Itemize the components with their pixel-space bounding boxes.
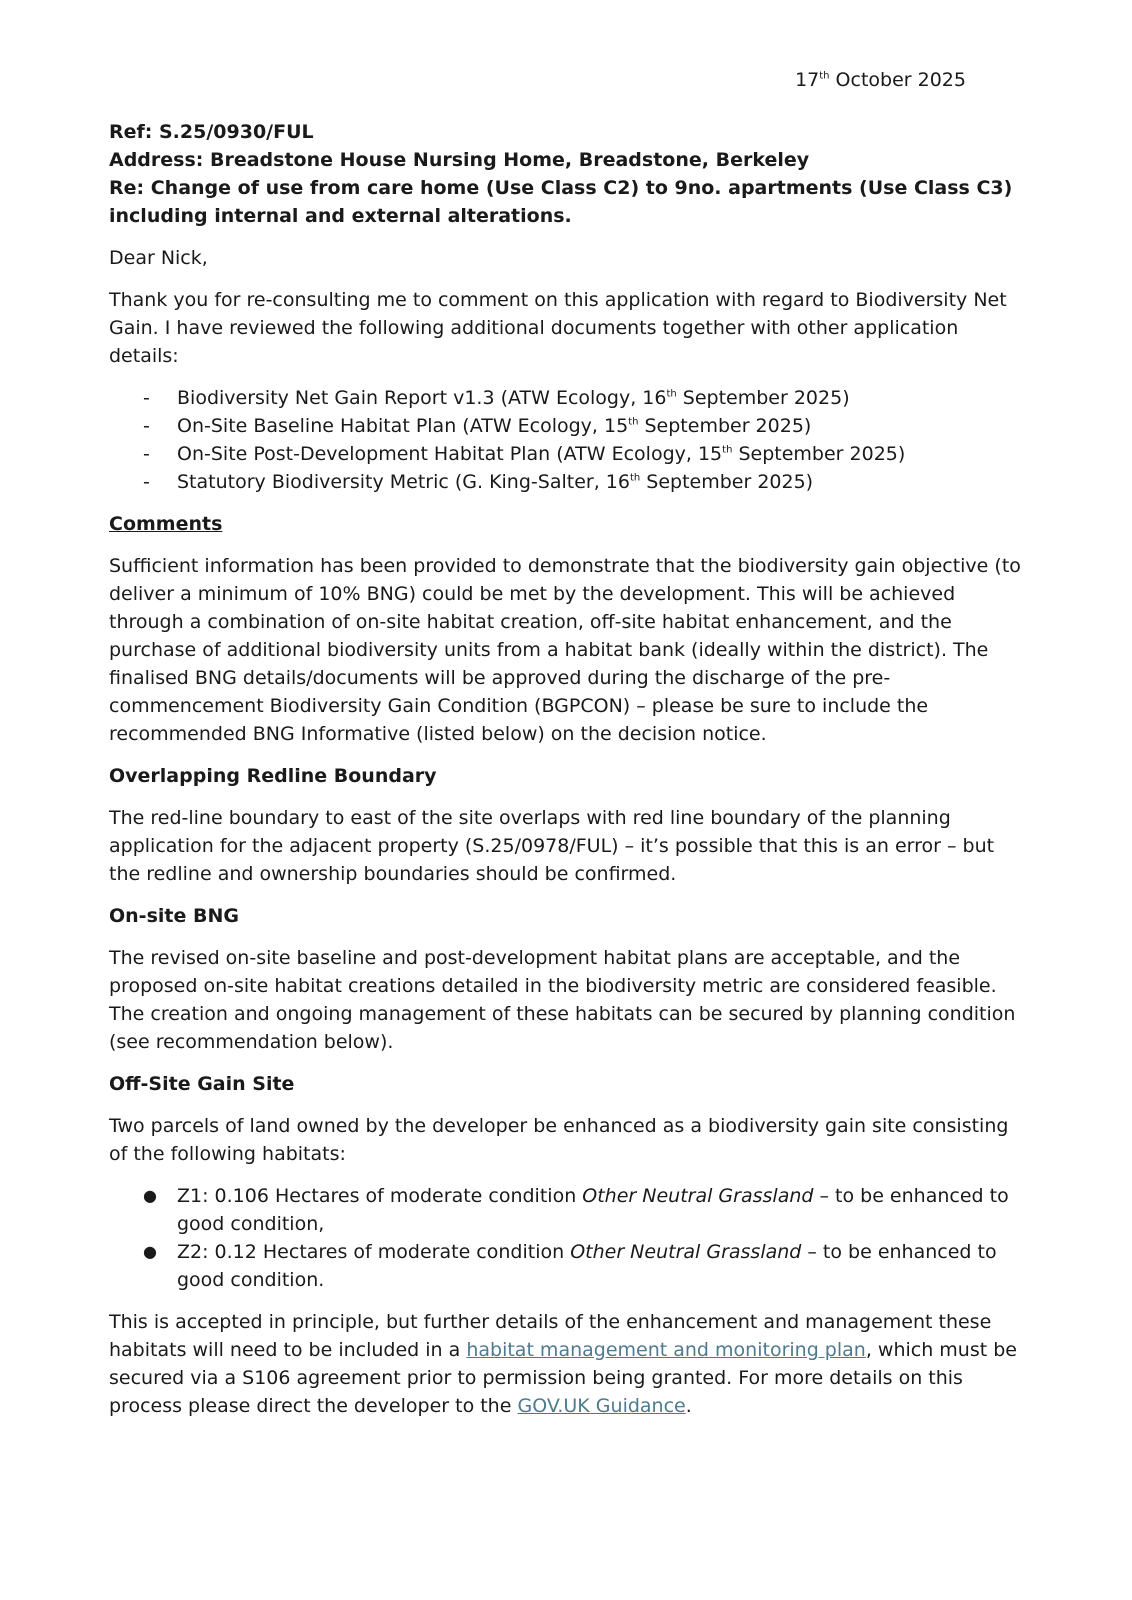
letter-body <box>109 118 1029 1434</box>
dash-marker: - <box>143 471 150 493</box>
closing-paragraph: This is accepted in principle, but further details of the enhancement and management these habitats will need to be included in a habitat management and monitoring plan, which must be secured via a S106 agreement prior to permission being granted. For more details on this process please direct the developer to the GOV.UK Guidance. <box>109 1311 1017 1417</box>
date-suffix: th <box>819 70 830 82</box>
onsite-heading: On-site BNG <box>109 905 239 927</box>
redline-paragraph: The red-line boundary to east of the site overlaps with red line boundary of the planning application for the adjacent property (S.25/0978/FUL) – it’s possible that this is an error – but the redline and ownership boundaries should be confirmed. <box>109 807 995 885</box>
list-item: - On-Site Baseline Habitat Plan (ATW Ecology, 15th September 2025) <box>109 412 1029 440</box>
dash-marker: - <box>143 387 150 409</box>
list-item: ● Z2: 0.12 Hectares of moderate condition Other Neutral Grassland – to be enhanced to good condition. <box>109 1238 1029 1294</box>
list-item: ● Z1: 0.106 Hectares of moderate condition Other Neutral Grassland – to be enhanced to good condition, <box>109 1182 1029 1238</box>
salutation: Dear Nick, <box>109 247 208 269</box>
letter-date <box>795 66 966 94</box>
list-item: - On-Site Post-Development Habitat Plan (ATW Ecology, 15th September 2025) <box>109 440 1029 468</box>
offsite-intro: Two parcels of land owned by the developer be enhanced as a biodiversity gain site consisting of the following habitats: <box>109 1115 1009 1165</box>
documents-list <box>109 384 1029 496</box>
habitat-plan-link[interactable]: habitat management and monitoring plan <box>466 1339 866 1361</box>
intro-paragraph: Thank you for re-consulting me to comment on this application with regard to Biodiversity Net Gain. I have reviewed the following additional documents together with other application details: <box>109 289 1007 367</box>
date-rest: October 2025 <box>829 69 966 91</box>
habitats-list <box>109 1182 1029 1294</box>
reference-block <box>109 118 1029 230</box>
date-day: 17 <box>795 69 820 91</box>
list-item: - Biodiversity Net Gain Report v1.3 (ATW Ecology, 16th September 2025) <box>109 384 1029 412</box>
offsite-heading: Off-Site Gain Site <box>109 1073 295 1095</box>
subject-line: Re: Change of use from care home (Use Class C2) to 9no. apartments (Use Class C3) including internal and external alterations. <box>109 177 1013 227</box>
dash-marker: - <box>143 443 150 465</box>
dash-marker: - <box>143 415 150 437</box>
comments-heading: Comments <box>109 513 223 535</box>
reference-number: Ref: S.25/0930/FUL <box>109 121 314 143</box>
redline-heading: Overlapping Redline Boundary <box>109 765 437 787</box>
bullet-icon: ● <box>143 1186 157 1205</box>
gov-uk-guidance-link[interactable]: GOV.UK Guidance <box>517 1395 686 1417</box>
site-address: Address: Breadstone House Nursing Home, Breadstone, Berkeley <box>109 149 810 171</box>
bullet-icon: ● <box>143 1242 157 1261</box>
comments-paragraph: Sufficient information has been provided to demonstrate that the biodiversity gain objective (to deliver a minimum of 10% BNG) could be met by the development. This will be achieved through a combination of on-site habitat creation, off-site habitat enhancement, and the purchase of additional biodiversity units from a habitat bank (ideally within the district). The finalised BNG details/documents will be approved during the discharge of the pre-commencement Biodiversity Gain Condition (BGPCON) – please be sure to include the recommended BNG Informative (listed below) on the decision notice. <box>109 555 1021 745</box>
onsite-paragraph: The revised on-site baseline and post-development habitat plans are acceptable, and the proposed on-site habitat creations detailed in the biodiversity metric are considered feasible. The creation and ongoing management of these habitats can be secured by planning condition (see recommendation below). <box>109 947 1016 1053</box>
list-item: - Statutory Biodiversity Metric (G. King-Salter, 16th September 2025) <box>109 468 1029 496</box>
